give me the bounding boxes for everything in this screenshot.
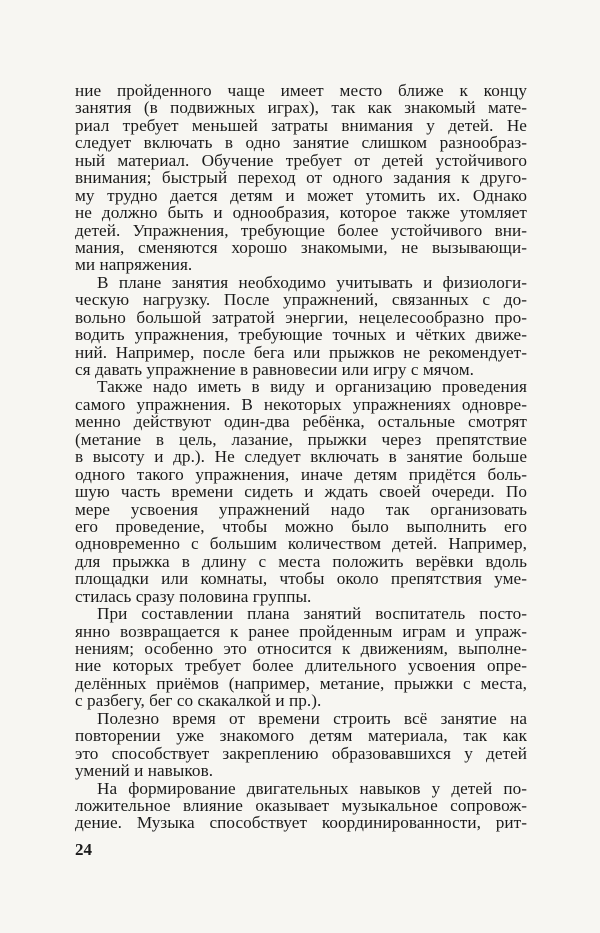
text-line: внимания; быстрый переход от одного задания к друго- (75, 168, 527, 188)
text-line: его проведение, чтобы можно было выполнить его (75, 516, 527, 536)
text-line: мания, сменяются хорошо знакомыми, не вызывающи- (75, 237, 527, 257)
text-line: дение. Музыка способствует координированности, рит- (75, 813, 527, 833)
text-line: При составлении плана занятий воспитатель посто- (97, 604, 527, 624)
text-line: ние которых требует более длительного усвоения опре- (75, 656, 527, 676)
page-number: 24 (75, 840, 92, 859)
text-line: в высоту и др.). Не следует включать в занятие больше (75, 447, 527, 467)
text-line: нениям; особенно это относится к движениям, выполне- (75, 639, 527, 658)
text-line: это способствует закреплению образовавшихся у детей (75, 743, 527, 763)
text-line: повторении уже знакомого детям материала, так как (75, 726, 527, 746)
text-line: самого упражнения. В некоторых упражнениях одновре- (75, 394, 527, 414)
text-line: занятия (в подвижных играх), так как знакомый мате- (75, 98, 527, 118)
text-line: Также надо иметь в виду и организацию проведения (97, 377, 527, 397)
text-line: водить упражнения, требующие точных и чётких движе- (75, 325, 527, 345)
text-line: менно действуют один-два ребёнка, остальные смотрят (75, 412, 527, 432)
text-line: умений и навыков. (75, 761, 214, 781)
text-line: ный материал. Обучение требует от детей устойчивого (75, 150, 527, 170)
text-line: площадки или комнаты, чтобы около препятствия уме- (75, 569, 527, 589)
text-line: ложительное влияние оказывает музыкальное сопровож- (75, 795, 527, 815)
text-line: мере усвоения упражнений надо так организовать (75, 499, 527, 519)
text-line: вольно большой затратой энергии, нецелесообразно про- (75, 307, 527, 327)
body-text (75, 82, 527, 832)
text-line: одного такого упражнения, иначе детям придётся боль- (75, 464, 527, 484)
text-line: шую часть времени сидеть и ждать своей очереди. По (75, 482, 527, 502)
text-line: ми напряжения. (75, 255, 193, 275)
text-line: му трудно дается детям и может утомить их. Однако (75, 185, 527, 205)
text-line: ческую нагрузку. После упражнений, связанных с до- (75, 290, 527, 310)
text-line: янно возвращается к ранее пройденным играм и упраж- (75, 621, 527, 641)
text-line: ние пройденного чаще имеет место ближе к концу (75, 81, 527, 100)
text-line: делённых приёмов (например, метание, прыжки с места, (75, 673, 527, 693)
text-line: ся давать упражнение в равновесии или игру с мячом. (75, 360, 475, 379)
text-line: стилась сразу половина группы. (75, 586, 312, 606)
text-line: риал требует меньшей затраты внимания у детей. Не (75, 115, 527, 135)
text-line: детей. Упражнения, требующие более устойчивого вни- (75, 220, 527, 240)
text-line: одновременно с большим количеством детей. Например, (75, 534, 527, 554)
text-line: с разбегу, бег со скакалкой и пр.). (75, 691, 322, 711)
text-line: Полезно время от времени строить всё занятие на (97, 708, 527, 728)
text-line: (метание в цель, лазание, прыжки через препятствие (75, 429, 527, 449)
text-line: не должно быть и однообразия, которое также утомляет (75, 203, 527, 223)
text-line: ний. Например, после бега или прыжков не рекомендует- (75, 342, 527, 362)
text-line: На формирование двигательных навыков у детей по- (97, 778, 527, 798)
text-line: следует включать в одно занятие слишком разнообраз- (75, 133, 527, 153)
text-line: для прыжка в длину с места положить верёвки вдоль (75, 551, 527, 571)
text-line: В плане занятия необходимо учитывать и физиологи- (97, 272, 527, 292)
